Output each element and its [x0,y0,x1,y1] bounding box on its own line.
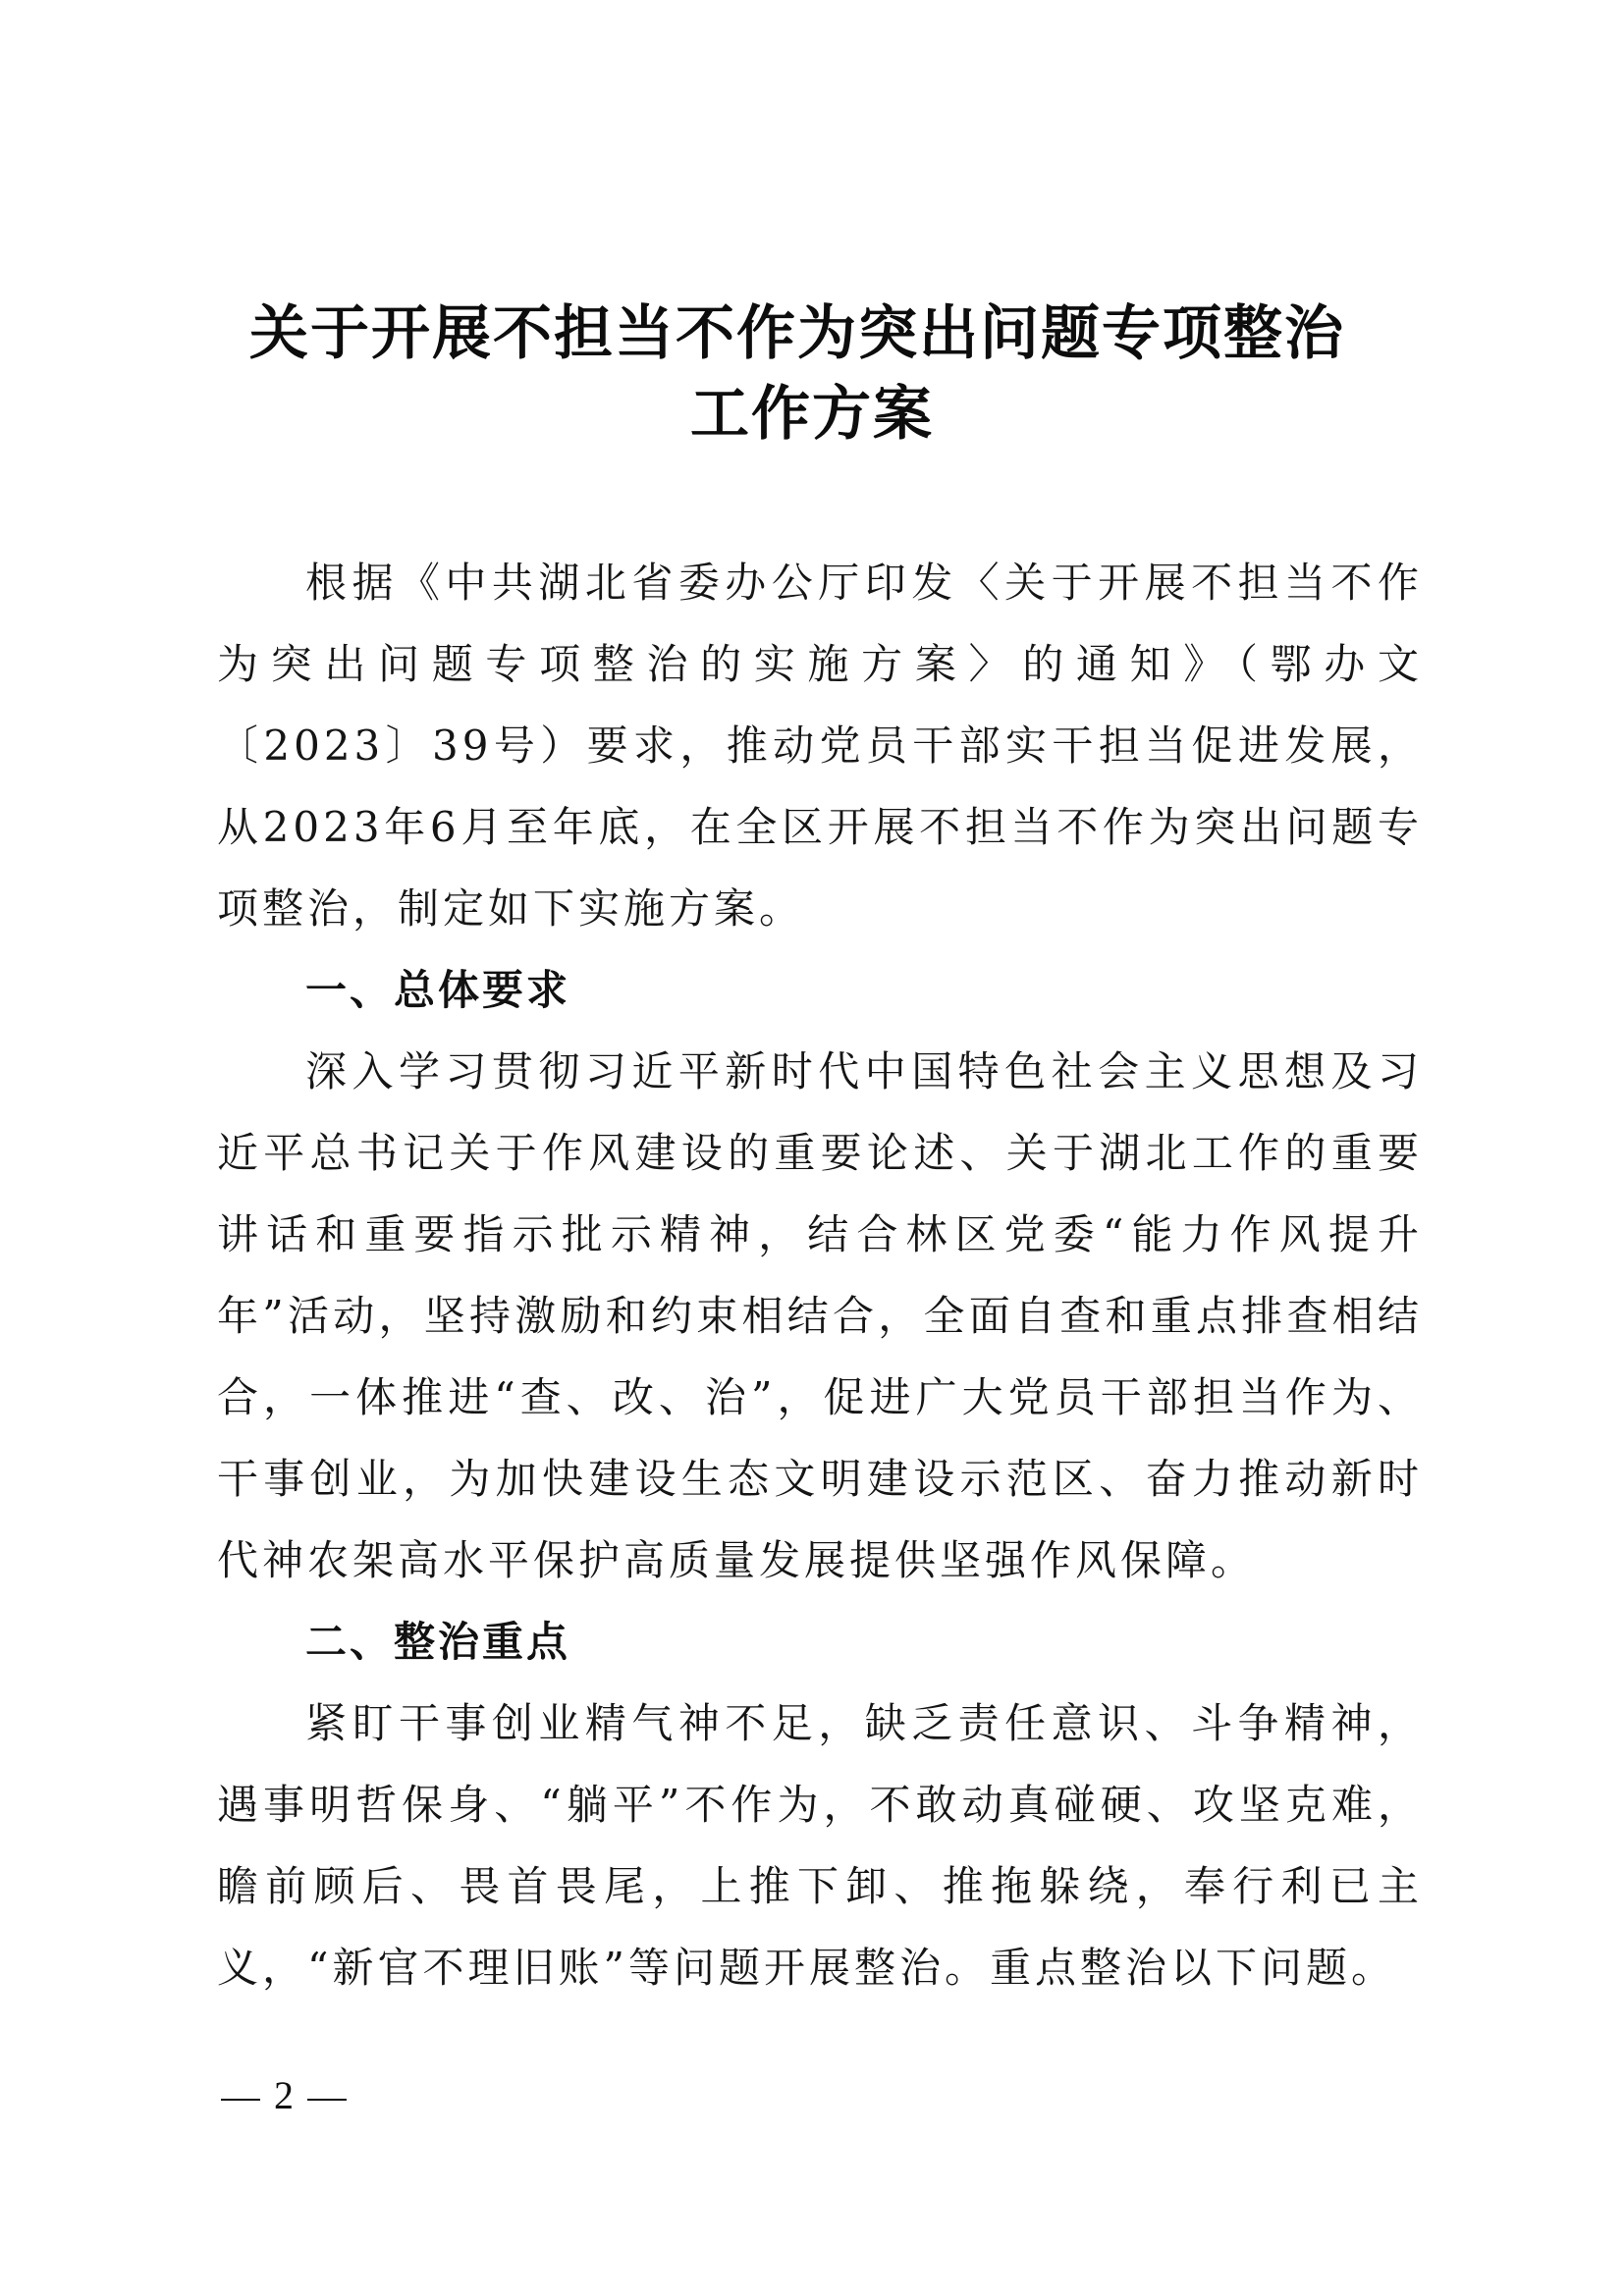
section-2-paragraph: 紧盯干事创业精气神不足，缺乏责任意识、斗争精神，遇事明哲保身、“躺平”不作为，不敢动真碰硬、攻坚克难，瞻前顾后、畏首畏尾，上推下卸、推拖躲绕，奉行利已主义，“新官不理旧账”等问题开展整治。重点整治以下问题。 [217,1699,1423,1992]
page-number-left-dash [221,2099,260,2101]
section-2-heading: 二、整治重点 [305,1618,571,1666]
page-number-value: 2 [274,2073,294,2117]
page-number [217,2071,351,2120]
document-title-line-2: 工作方案 [690,380,934,449]
document-title-line-1: 关于开展不担当不作为突出问题专项整治 [249,299,1345,368]
page-number-right-dash [307,2099,347,2101]
section-1-paragraph: 深入学习贯彻习近平新时代中国特色社会主义思想及习近平总书记关于作风建设的重要论述、关于湖北工作的重要讲话和重要指示批示精神，结合林区党委“能力作风提升年”活动，坚持激励和约束相结合，全面自查和重点排查相结合，一体推进“查、改、治”，促进广大党员干部担当作为、干事创业，为加快建设生态文明建设示范区、奋力推动新时代神农架高水平保护高质量发展提供坚强作风保障。 [217,1047,1423,1584]
intro-paragraph: 根据《中共湖北省委办公厅印发〈关于开展不担当不作为突出问题专项整治的实施方案〉的通知》（鄂办文〔2023〕39号）要求，推动党员干部实干担当促进发展，从2023年6月至年底，在全区开展不担当不作为突出问题专项整治，制定如下实施方案。 [217,559,1423,933]
document-body [217,542,1423,2008]
section-1-heading: 一、总体要求 [305,966,571,1014]
